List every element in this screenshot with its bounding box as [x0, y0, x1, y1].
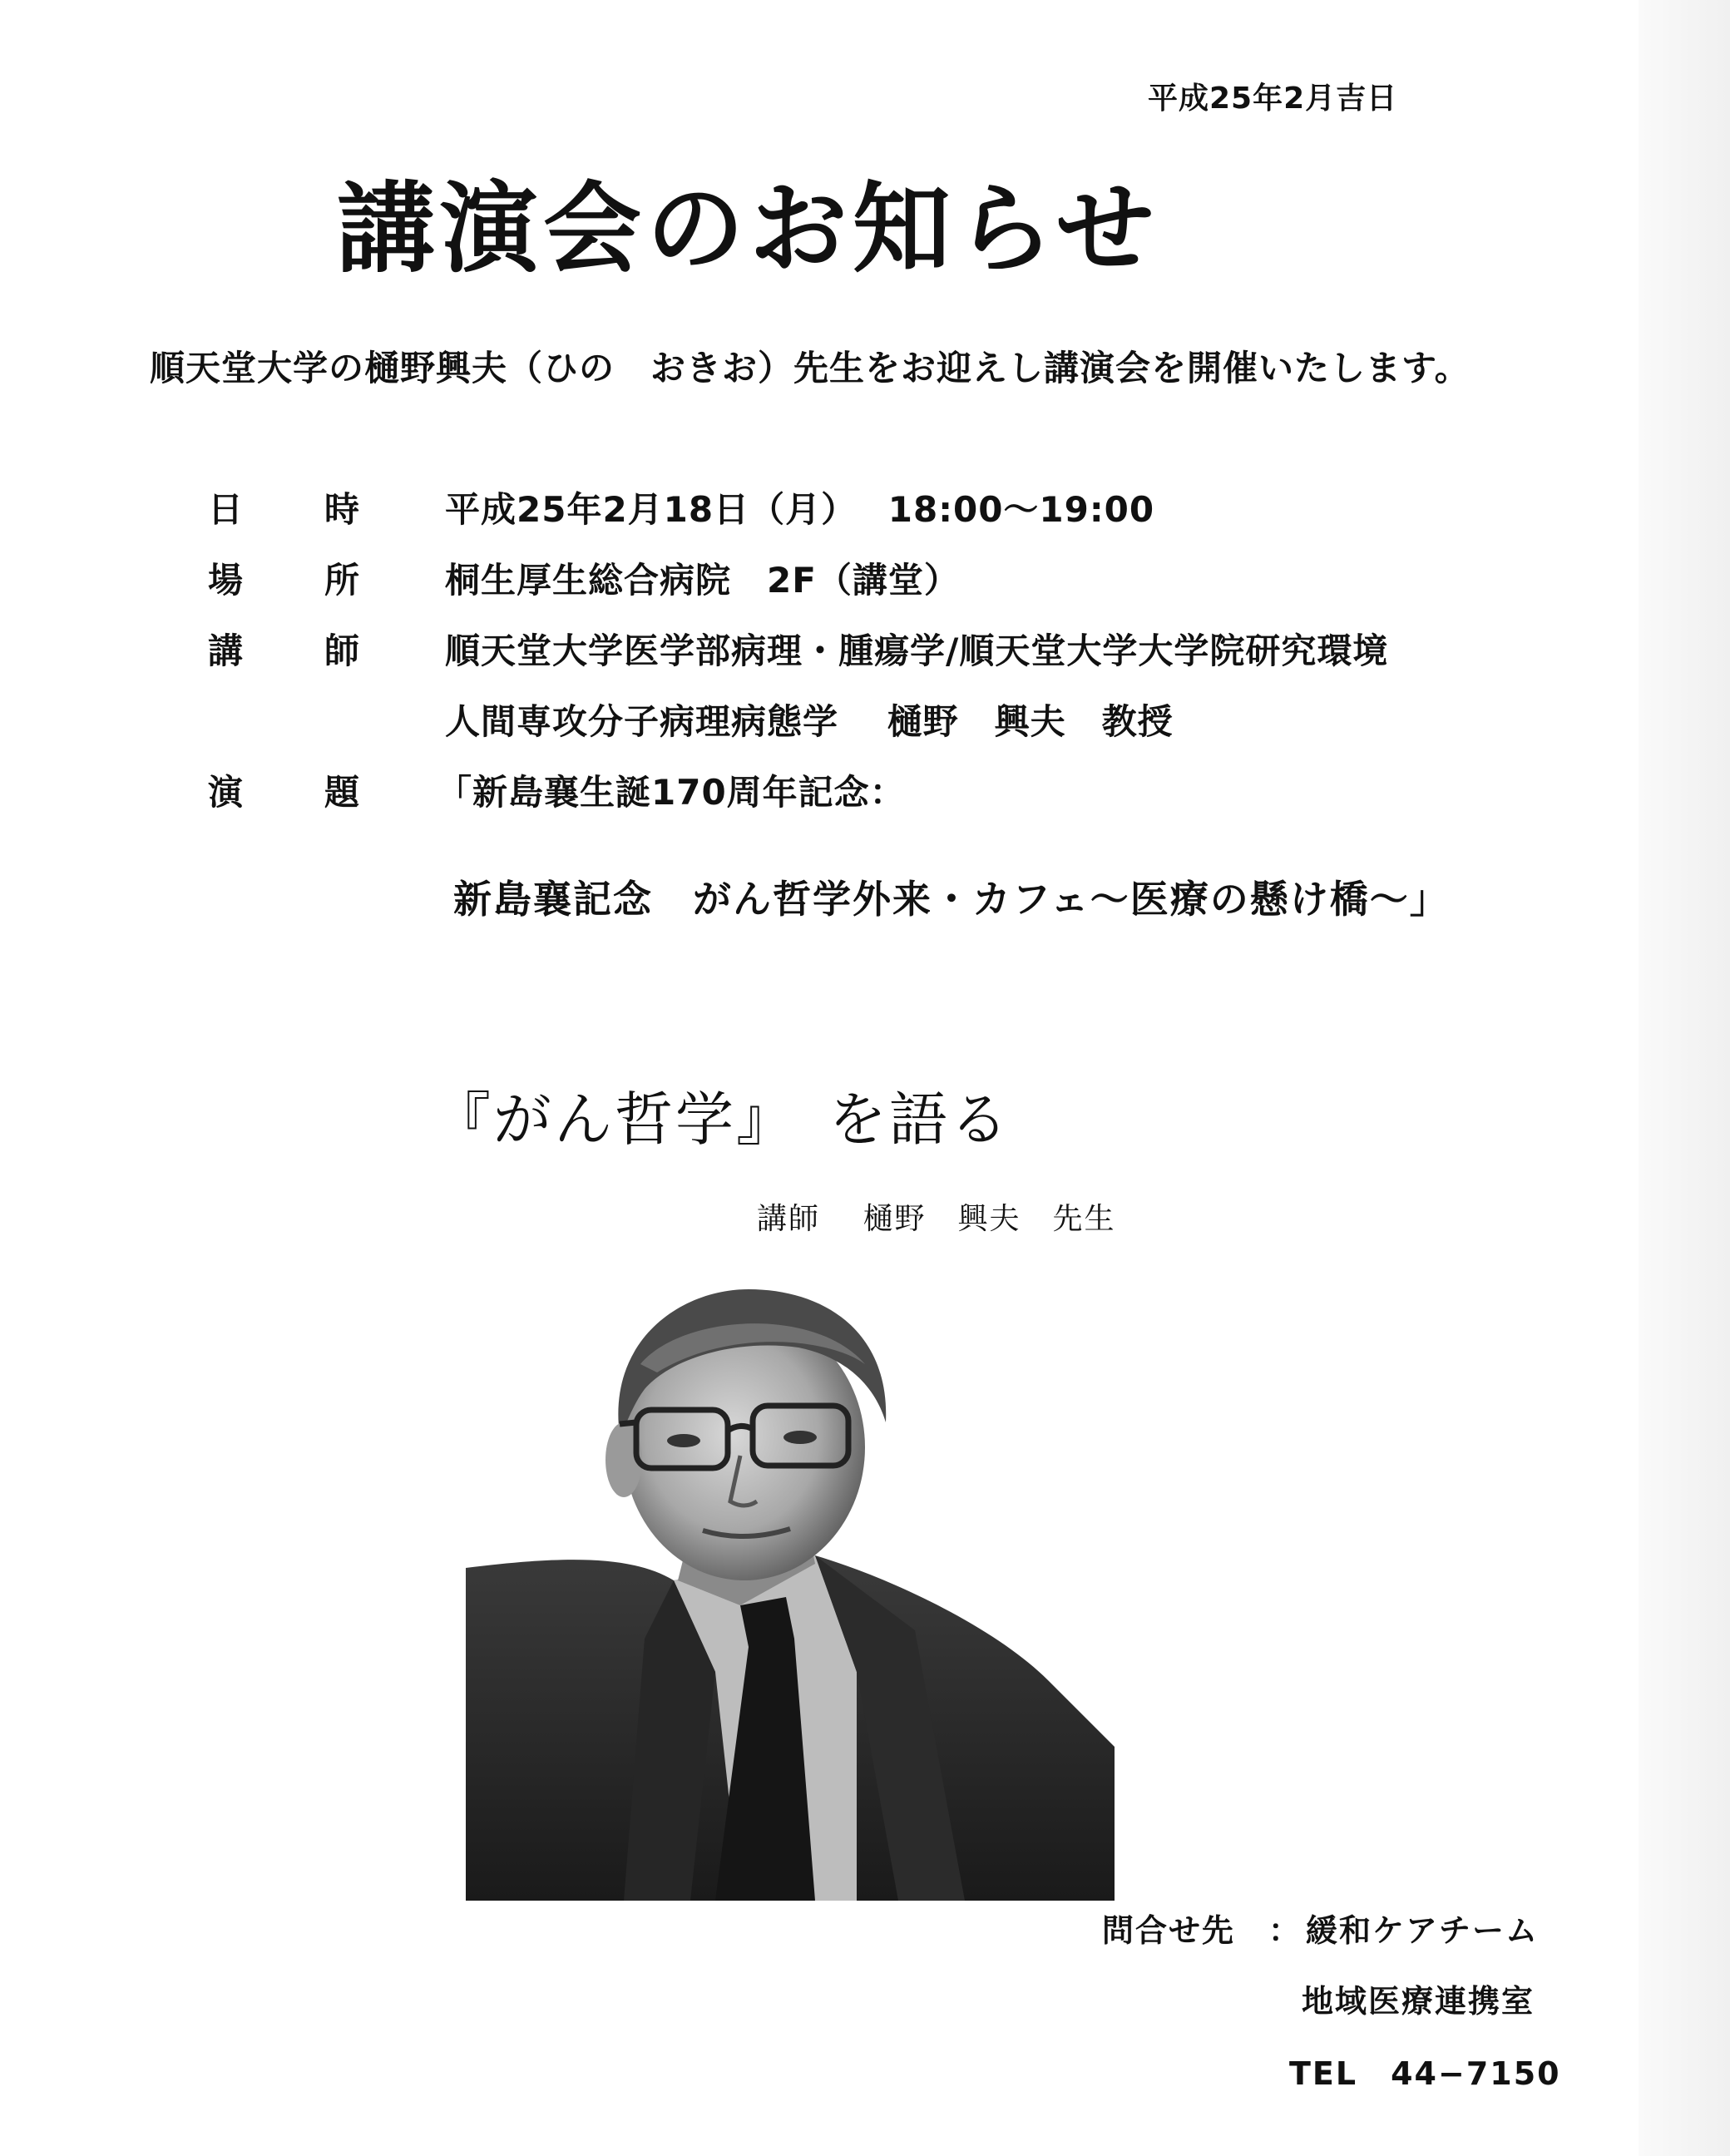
contact-label: 問合せ先 ： [1102, 1912, 1302, 1949]
page-title: 講演会のお知らせ [337, 171, 1159, 286]
topic-subtitle: 新島襄記念 がん哲学外来・カフェ〜医療の懸け橋〜」 [453, 877, 1450, 922]
datetime-label-char1: 日 [208, 489, 244, 530]
issue-date: 平成25年2月吉日 [1148, 82, 1398, 116]
place-label-char2: 所 [324, 560, 360, 601]
speaker-label-char2: 師 [324, 630, 360, 671]
intro-text: 順天堂大学の樋野興夫（ひの おきお）先生をお迎えし講演会を開催いたします。 [150, 348, 1470, 388]
datetime-value: 平成25年2月18日（月） 18:00〜19:00 [445, 489, 1155, 530]
speaker-affiliation: 順天堂大学医学部病理・腫瘍学/順天堂大学大学院研究環境 [445, 630, 1389, 671]
place-label-char1: 場 [208, 560, 244, 601]
speaker-label-char1: 講 [208, 630, 244, 671]
portrait-photo [466, 1281, 1115, 1901]
contact-office: 地域医療連携室 [1302, 1983, 1535, 2020]
page-edge-shade [1639, 0, 1730, 2156]
topic-label-char1: 演 [208, 772, 244, 813]
contact-team: 緩和ケアチーム [1306, 1912, 1540, 1949]
contact-phone: TEL 44−7150 [1289, 2055, 1561, 2092]
datetime-label-char2: 時 [324, 489, 360, 530]
topic-label-char2: 題 [324, 772, 360, 813]
talk-title: 『がん哲学』 を語る [432, 1085, 1011, 1154]
lecturer-line: 講師 樋野 興夫 先生 [757, 1202, 1116, 1236]
place-value: 桐生厚生総合病院 2F（講堂） [445, 560, 960, 601]
speaker-name-line: 人間専攻分子病理病態学 樋野 興夫 教授 [445, 701, 1174, 742]
topic-line1: 「新島襄生誕170周年記念： [437, 772, 906, 813]
